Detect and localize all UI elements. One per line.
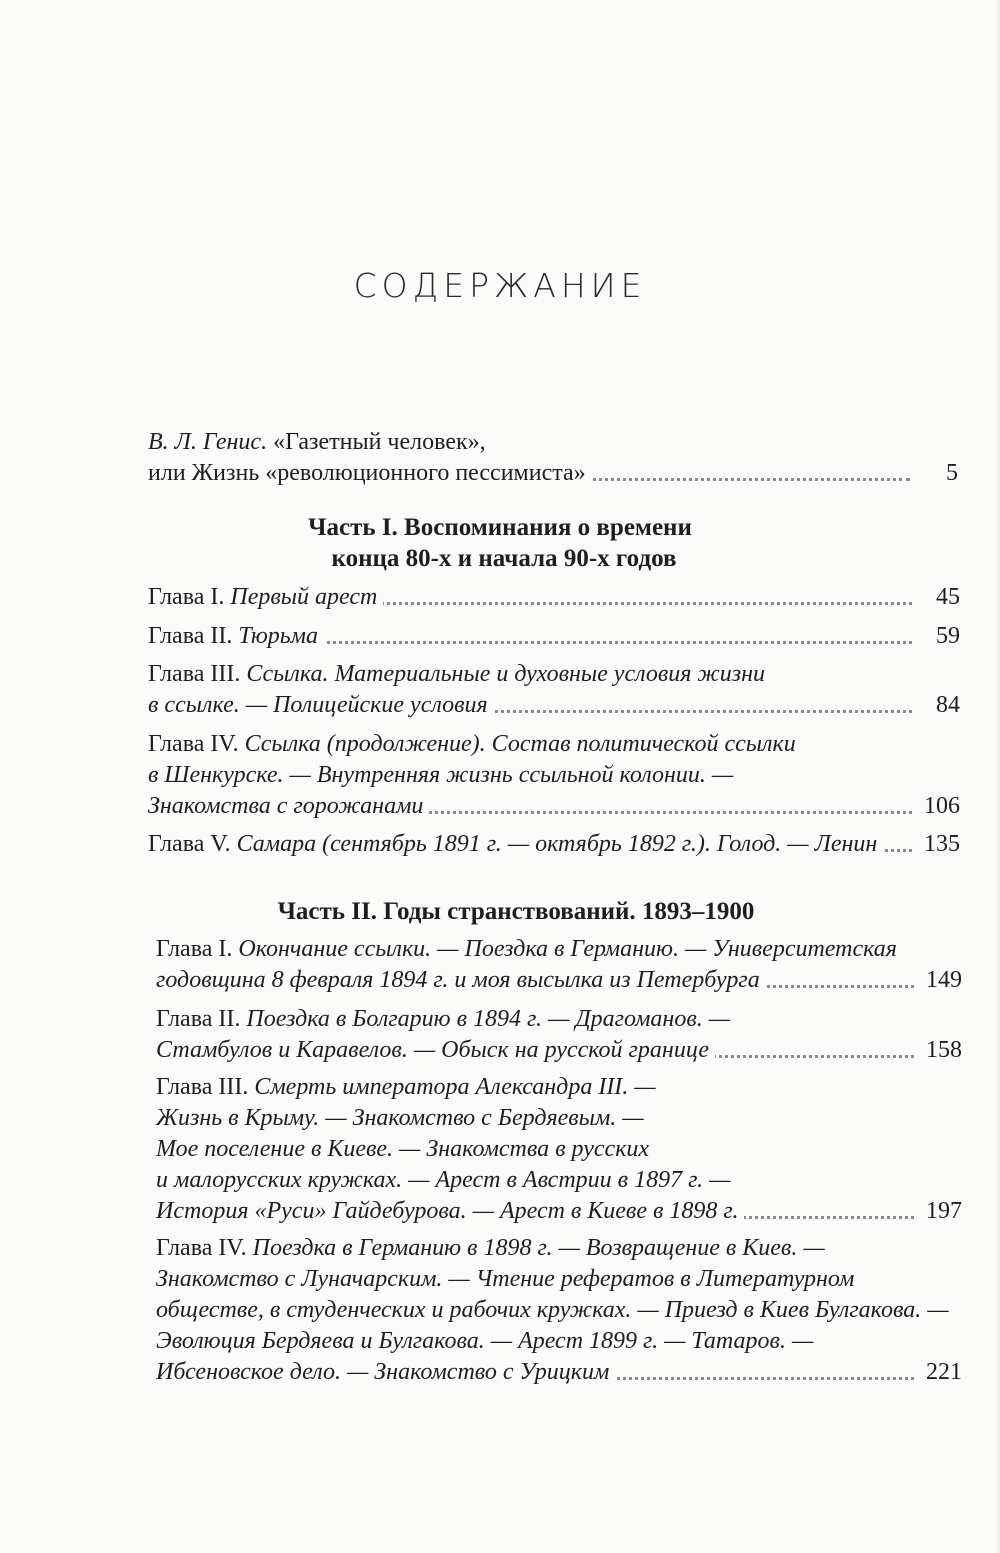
chapter-title-line: годовщина 8 февраля 1894 г. и моя высылка из Петербурга [156, 967, 766, 993]
chapter-title: Первый арест [230, 584, 378, 610]
page-number: 135 [918, 829, 960, 860]
page-number: 106 [918, 791, 960, 822]
chapter-title-line: в ссылке. — Полицейские условия [148, 692, 494, 718]
toc-entry-part1-ch3 [148, 659, 960, 721]
chapter-title-line: История «Руси» Гайдебурова. — Арест в Киеве в 1898 г. [156, 1198, 744, 1224]
page-number: 221 [920, 1357, 962, 1388]
chapter-label: Глава IV. [148, 731, 239, 757]
chapter-label: Глава II. [156, 1006, 241, 1032]
toc-entry-part1-ch1 [148, 582, 960, 613]
page-edge-shadow [994, 0, 1000, 1553]
page-number: 149 [920, 965, 962, 996]
chapter-title-line: Мое поселение в Киеве. — Знакомства в русских [156, 1136, 655, 1162]
chapter-label: Глава I. [148, 584, 225, 610]
chapter-title-line: Эволюция Бердяева и Булгакова. — Арест 1899 г. — Татаров. — [156, 1328, 819, 1354]
chapter-title-line: Жизнь в Крыму. — Знакомство с Бердяевым. — [156, 1105, 650, 1131]
chapter-title-line: Поездка в Германию в 1898 г. — Возвращение в Киев. — [252, 1235, 825, 1261]
chapter-title-line: Ссылка (продолжение). Состав политической ссылки [244, 731, 796, 757]
toc-entry-intro [148, 427, 958, 489]
toc-entry-part2-ch4 [156, 1233, 962, 1388]
chapter-title: Самара (сентябрь 1891 г. — октябрь 1892 г.). Голод. — Ленин [236, 831, 878, 857]
chapter-label: Глава III. [156, 1074, 249, 1100]
toc-entry-part1-ch5 [148, 829, 960, 860]
page-number: 59 [930, 621, 960, 652]
toc-entry-part2-ch1 [156, 934, 962, 996]
chapter-title: Тюрьма [238, 623, 318, 649]
toc-entry-part2-ch3 [156, 1072, 962, 1227]
part2-title: Часть II. Годы странствований. 1893–1900 [277, 898, 755, 925]
part1-title-line2: конца 80-х и начала 90-х годов [331, 545, 677, 572]
chapter-label: Глава II. [148, 623, 233, 649]
chapter-title-line: Стамбулов и Каравелов. — Обыск на русской границе [156, 1037, 715, 1063]
chapter-title-line: Знакомства с горожанами [148, 793, 429, 819]
intro-author: В. Л. Генис. [148, 429, 268, 455]
chapter-label: Глава III. [148, 661, 241, 687]
intro-title-line1: «Газетный человек», [267, 429, 486, 455]
toc-entry-part1-ch2 [148, 621, 960, 652]
chapter-title-line: Ссылка. Материальные и духовные условия жизни [246, 661, 766, 687]
intro-title-line2: или Жизнь «революционного пессимиста» [148, 460, 592, 486]
page-number: 197 [920, 1196, 962, 1227]
chapter-title-line: в Шенкурске. — Внутренняя жизнь ссыльной колонии. — [148, 762, 739, 788]
page-number: 5 [940, 458, 958, 489]
page-title: СОДЕРЖАНИЕ [353, 266, 647, 305]
chapter-title-line: Смерть императора Александра III. — [254, 1074, 656, 1100]
chapter-title-line: Знакомство с Луначарским. — Чтение рефератов в Литературном [156, 1266, 860, 1292]
page-number: 84 [930, 690, 960, 721]
chapter-label: Глава IV. [156, 1235, 247, 1261]
chapter-title-line: обществе, в студенческих и рабочих кружках. — Приезд в Киев Булгакова. — [156, 1297, 955, 1323]
toc-entry-part2-ch2 [156, 1004, 962, 1066]
chapter-title-line: Окончание ссылки. — Поездка в Германию. — Университетская [238, 936, 897, 962]
chapter-title-line: Поездка в Болгарию в 1894 г. — Драгоманов. — [246, 1006, 731, 1032]
part1-title-line1: Часть I. Воспоминания о времени [308, 514, 692, 541]
page-number: 158 [920, 1035, 962, 1066]
page-number: 45 [930, 582, 960, 613]
chapter-title-line: Ибсеновское дело. — Знакомство с Урицким [156, 1359, 615, 1385]
chapter-label: Глава V. [148, 831, 231, 857]
chapter-title-line: и малорусских кружках. — Арест в Австрии в 1897 г. — [156, 1167, 736, 1193]
chapter-label: Глава I. [156, 936, 233, 962]
toc-entry-part1-ch4 [148, 729, 960, 822]
